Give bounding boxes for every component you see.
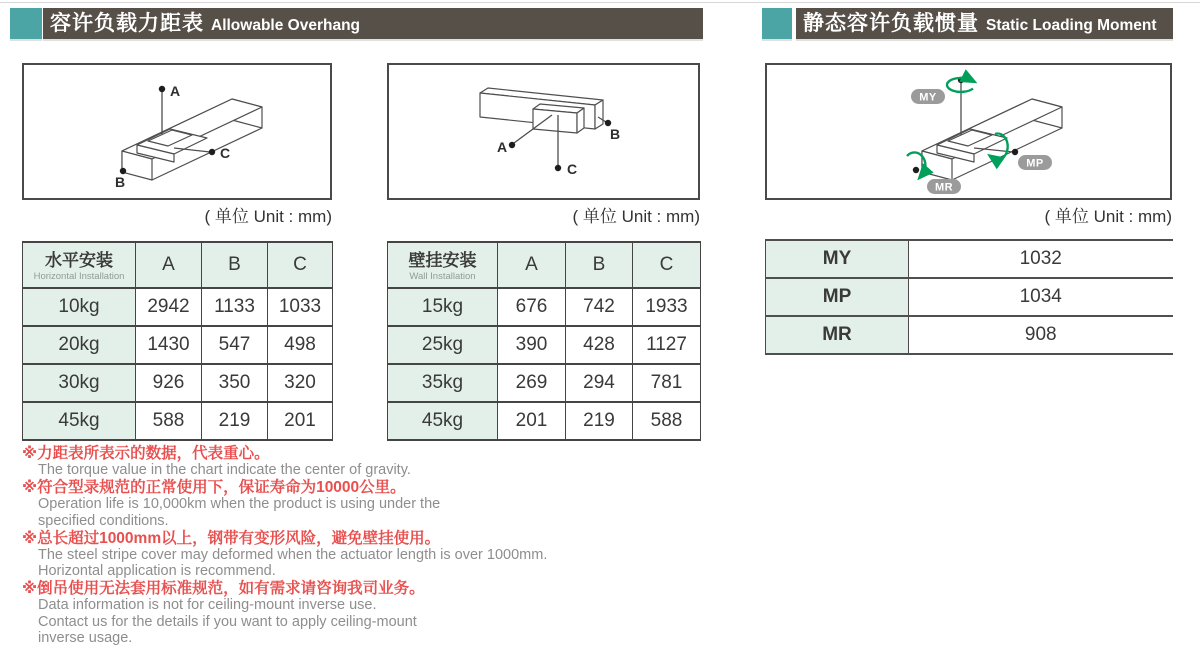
point-marker-a xyxy=(159,86,165,92)
dimension-label-c: C xyxy=(220,145,231,161)
dimension-label-b: B xyxy=(115,174,126,190)
value-cell: 390 xyxy=(498,326,566,364)
mp-badge xyxy=(1018,155,1052,170)
row-header-en: Horizontal Installation xyxy=(33,270,125,282)
value-cell: 219 xyxy=(202,402,268,440)
row-header-cn: 壁挂安装 xyxy=(408,250,477,270)
table-row xyxy=(388,288,701,326)
table-row xyxy=(388,326,701,364)
value-cell: 781 xyxy=(633,364,701,402)
table-header-row xyxy=(23,242,333,288)
row-header-en: Wall Installation xyxy=(409,270,476,282)
dimension-label-b: B xyxy=(610,126,621,142)
static-loading-moment-table xyxy=(765,239,1173,355)
horizontal-installation-diagram xyxy=(24,65,328,196)
table-row xyxy=(766,316,1173,354)
footnote-cn: ※倒吊使用无法套用标准规范，如有需求请咨询我司业务。 xyxy=(22,580,425,598)
footnote-en: specified conditions. xyxy=(38,512,169,529)
mp-badge-label: MP xyxy=(1026,157,1044,170)
section-header-overhang xyxy=(43,8,703,39)
accent-square-left xyxy=(10,8,42,39)
wall-installation-diagram xyxy=(389,65,696,196)
unit-label-wall: ( 单位 Unit : mm) xyxy=(572,207,700,226)
moment-value-cell: 908 xyxy=(909,316,1173,354)
value-cell: 1933 xyxy=(633,288,701,326)
value-cell: 350 xyxy=(202,364,268,402)
unit-label-horizontal: ( 单位 Unit : mm) xyxy=(204,207,332,226)
point-marker-mp xyxy=(1012,149,1018,155)
value-cell: 1133 xyxy=(202,288,268,326)
value-cell: 201 xyxy=(498,402,566,440)
column-header-b: B xyxy=(202,242,268,288)
value-cell: 676 xyxy=(498,288,566,326)
point-marker-c xyxy=(555,165,561,171)
table-row xyxy=(766,278,1173,316)
footnote-en: Horizontal application is recommend. xyxy=(38,563,276,580)
table-row xyxy=(23,364,333,402)
footnote-en: Data information is not for ceiling-mount inverse use. xyxy=(38,597,377,614)
value-cell: 588 xyxy=(136,402,202,440)
mr-badge xyxy=(927,179,961,194)
value-cell: 269 xyxy=(498,364,566,402)
table-row xyxy=(388,364,701,402)
moment-value-cell: 1032 xyxy=(909,240,1173,278)
footnotes xyxy=(22,444,682,646)
overhang-title-en: Allowable Overhang xyxy=(211,17,361,34)
moment-value-cell: 1034 xyxy=(909,278,1173,316)
accent-square-right xyxy=(762,8,792,39)
moment-title-en: Static Loading Moment xyxy=(986,17,1157,34)
value-cell: 201 xyxy=(268,402,333,440)
footnote-cn: ※总长超过1000mm以上，钢带有变形风险，避免壁挂使用。 xyxy=(22,529,441,547)
value-cell: 1430 xyxy=(136,326,202,364)
load-cell: 20kg xyxy=(23,326,136,364)
unit-label-moment: ( 单位 Unit : mm) xyxy=(1044,207,1172,226)
overhang-title-cn: 容许负载力距表 xyxy=(50,12,204,35)
value-cell: 547 xyxy=(202,326,268,364)
value-cell: 498 xyxy=(268,326,333,364)
column-header-c: C xyxy=(268,242,333,288)
dimension-label-a: A xyxy=(170,83,181,99)
row-header-cn: 水平安装 xyxy=(45,250,113,270)
section-header-moment xyxy=(796,8,1173,39)
diagram-box-horizontal xyxy=(22,63,332,200)
moment-label-cell: MP xyxy=(766,278,909,316)
mr-badge-label: MR xyxy=(934,181,954,194)
moment-label-cell: MY xyxy=(766,240,909,278)
footnote-en: Contact us for the details if you want to apply ceiling-mount xyxy=(38,613,417,630)
column-header-c: C xyxy=(633,242,701,288)
table-row xyxy=(23,326,333,364)
wall-installation-table xyxy=(387,241,701,441)
table-row xyxy=(23,402,333,440)
column-header-a: A xyxy=(136,242,202,288)
my-badge-label: MY xyxy=(919,91,937,104)
value-cell: 2942 xyxy=(136,288,202,326)
diagram-box-moment xyxy=(765,63,1172,200)
my-badge xyxy=(911,89,945,104)
footnote-cn: ※符合型录规范的正常使用下，保证寿命为10000公里。 xyxy=(22,479,406,497)
load-cell: 45kg xyxy=(23,402,136,440)
point-marker-a xyxy=(509,142,515,148)
diagram-box-wall xyxy=(387,63,700,200)
table-header-row xyxy=(388,242,701,288)
load-cell: 45kg xyxy=(388,402,498,440)
value-cell: 1033 xyxy=(268,288,333,326)
load-cell: 10kg xyxy=(23,288,136,326)
value-cell: 742 xyxy=(566,288,633,326)
value-cell: 320 xyxy=(268,364,333,402)
point-marker-c xyxy=(209,149,215,155)
load-cell: 30kg xyxy=(23,364,136,402)
footnote-en: The torque value in the chart indicate the center of gravity. xyxy=(38,462,411,478)
row-header-cell xyxy=(23,242,136,288)
moment-title-cn: 静态容许负载惯量 xyxy=(803,12,979,35)
table-row xyxy=(23,288,333,326)
horizontal-installation-table xyxy=(22,241,333,441)
value-cell: 1127 xyxy=(633,326,701,364)
footnote-en: The steel stripe cover may deformed when the actuator length is over 1000mm. xyxy=(38,546,548,563)
footnote-en: Operation life is 10,000km when the product is using under the xyxy=(38,496,441,513)
value-cell: 588 xyxy=(633,402,701,440)
column-header-a: A xyxy=(498,242,566,288)
value-cell: 294 xyxy=(566,364,633,402)
value-cell: 428 xyxy=(566,326,633,364)
footnote-en: inverse usage. xyxy=(38,630,133,647)
table-row xyxy=(388,402,701,440)
footnote-cn: ※力距表所表示的数据，代表重心。 xyxy=(22,445,270,462)
dimension-label-c: C xyxy=(567,161,578,177)
load-cell: 35kg xyxy=(388,364,498,402)
load-cell: 15kg xyxy=(388,288,498,326)
moment-label-cell: MR xyxy=(766,316,909,354)
column-header-b: B xyxy=(566,242,633,288)
dimension-label-a: A xyxy=(497,139,508,155)
value-cell: 219 xyxy=(566,402,633,440)
row-header-cell xyxy=(388,242,498,288)
load-cell: 25kg xyxy=(388,326,498,364)
page-top-rule xyxy=(0,2,1200,3)
moment-diagram xyxy=(767,65,1168,196)
point-marker-mr xyxy=(913,167,919,173)
table-row xyxy=(766,240,1173,278)
value-cell: 926 xyxy=(136,364,202,402)
